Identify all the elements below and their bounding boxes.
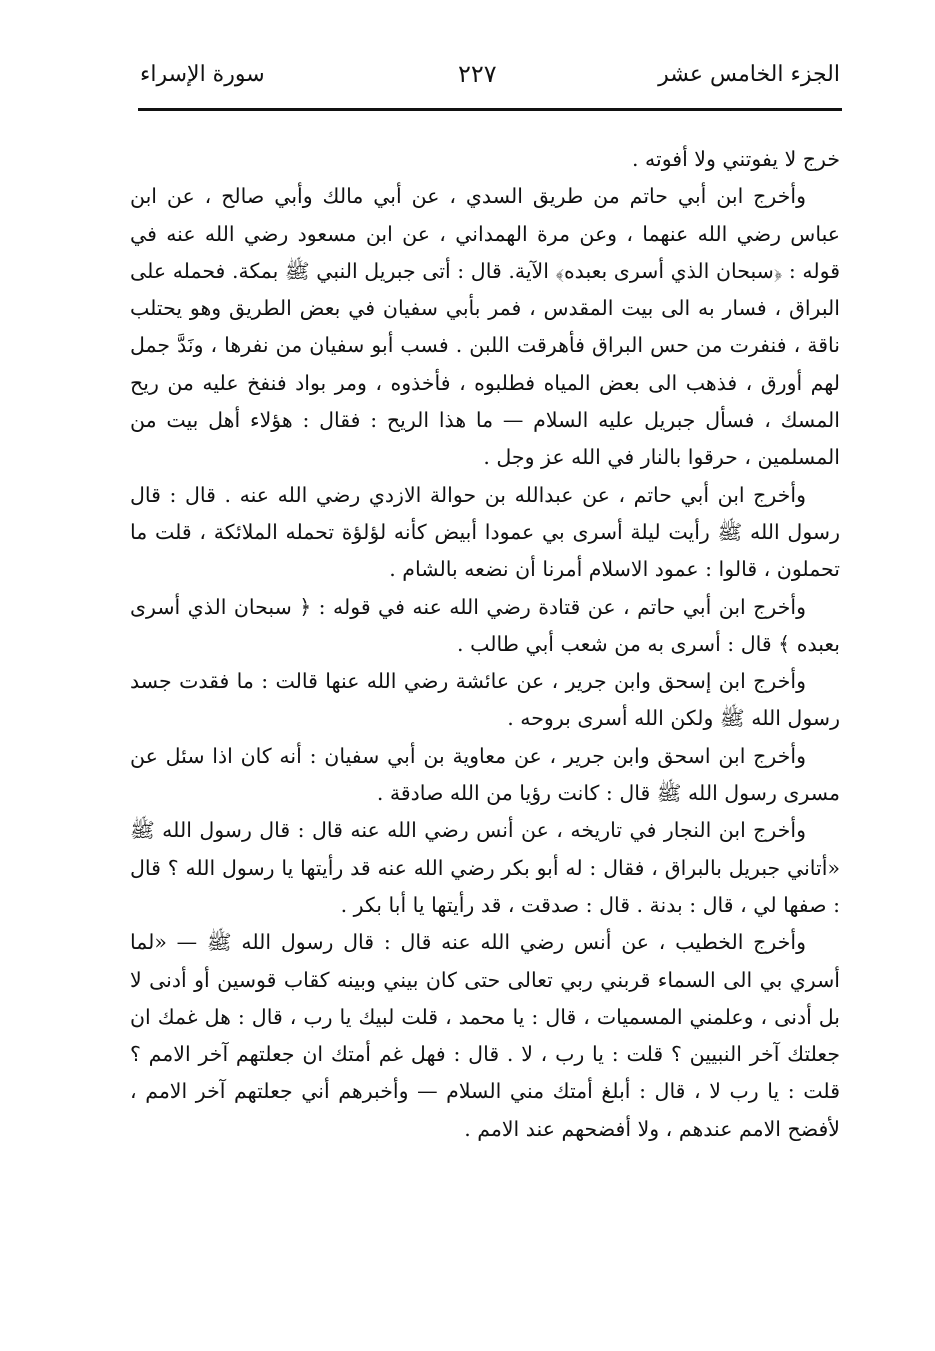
paragraph: وأخرج ابن النجار في تاريخه ، عن أنس رضي الله عنه قال : قال رسول الله ﷺ «أتاني جبريل بالبراق ، فقال : له أبو بكر رضي الله عنه قد رأيتها يا رسول الله ؟ قال : صفها لي ، قال : بدنة . قال : صدقت ، قد رأيتها يا أبا بكر . [130, 818, 840, 917]
paragraph: وأخرج ابن أبي حاتم ، عن قتادة رضي الله عنه في قوله : ﴿ سبحان الذي أسرى بعبده ﴾ قال : أسرى به من شعب أبي طالب . [130, 594, 840, 656]
header-rule [138, 108, 842, 111]
surah-title: سورة الإسراء [140, 62, 265, 87]
running-header [140, 56, 840, 96]
paragraph: وأخرج ابن أبي حاتم من طريق السدي ، عن أبي مالك وأبي صالح ، عن ابن عباس رضي الله عنهما ، وعن مرة الهمداني ، عن ابن مسعود رضي الله عنه في قوله : ﴿سبحان الذي أسرى بعبده﴾ الآية. قال : أتى جبريل النبي ﷺ بمكة. فحمله على البراق ، فسار به الى بيت المقدس ، فمر بأبي سفيان في بعض الطريق وهو يحتلب ناقة ، فنفرت من حس البراق فأهرقت اللبن . فسب أبو سفيان من نفرها ، ونَدَّ جمل لهم أورق ، فذهب الى بعض المياه فطلبوه ، فأخذوه ، ومر بواد فنفخ عليه من ريح المسك ، فسأل جبريل عليه السلام — ما هذا الريح : فقال : هؤلاء أهل بيت من المسلمين ، حرقوا بالنار في الله عز وجل . [130, 184, 840, 470]
paragraph: وأخرج ابن اسحق وابن جرير ، عن معاوية بن أبي سفيان : أنه كان اذا سئل عن مسرى رسول الله ﷺ قال : كانت رؤيا من الله صادقة . [130, 743, 840, 806]
paragraph: وأخرج ابن إسحق وابن جرير ، عن عائشة رضي الله عنها قالت : ما فقدت جسد رسول الله ﷺ ولكن الله أسرى بروحه . [130, 669, 840, 731]
body-text [130, 141, 840, 1148]
part-title: الجزء الخامس عشر [658, 62, 840, 87]
paragraph: وأخرج الخطيب ، عن أنس رضي الله عنه قال : قال رسول الله ﷺ — «لما أسري بي الى السماء قربني ربي تعالى حتى كان بيني وبينه كقاب قوسين أو أدنى لا بل أدنى ، وعلمني المسميات ، قال : يا محمد ، قلت لبيك يا رب ، قال : هل غمك ان جعلتك آخر النبيين ؟ قلت : يا رب ، لا . قال : فهل غم أمتك ان جعلتهم آخر الامم ؟ قلت : يا رب لا ، قال : أبلغ أمتك مني السلام — وأخبرهم أني جعلتهم آخر الامم ، لأفضح الامم عندهم ، ولا أفضحهم عند الامم . [130, 930, 840, 1141]
page-number: ٢٢٧ [458, 60, 497, 88]
paragraph: وأخرج ابن أبي حاتم ، عن عبدالله بن حوالة الازدي رضي الله عنه . قال : قال رسول الله ﷺ رأيت ليلة أسرى بي عمودا أبيض كأنه لؤلؤة تحمله الملائكة ، قلت ما تحملون ، قالوا : عمود الاسلام أمرنا أن نضعه بالشام . [130, 482, 840, 582]
paragraph: خرج لا يفوتني ولا أفوته . [631, 147, 840, 171]
